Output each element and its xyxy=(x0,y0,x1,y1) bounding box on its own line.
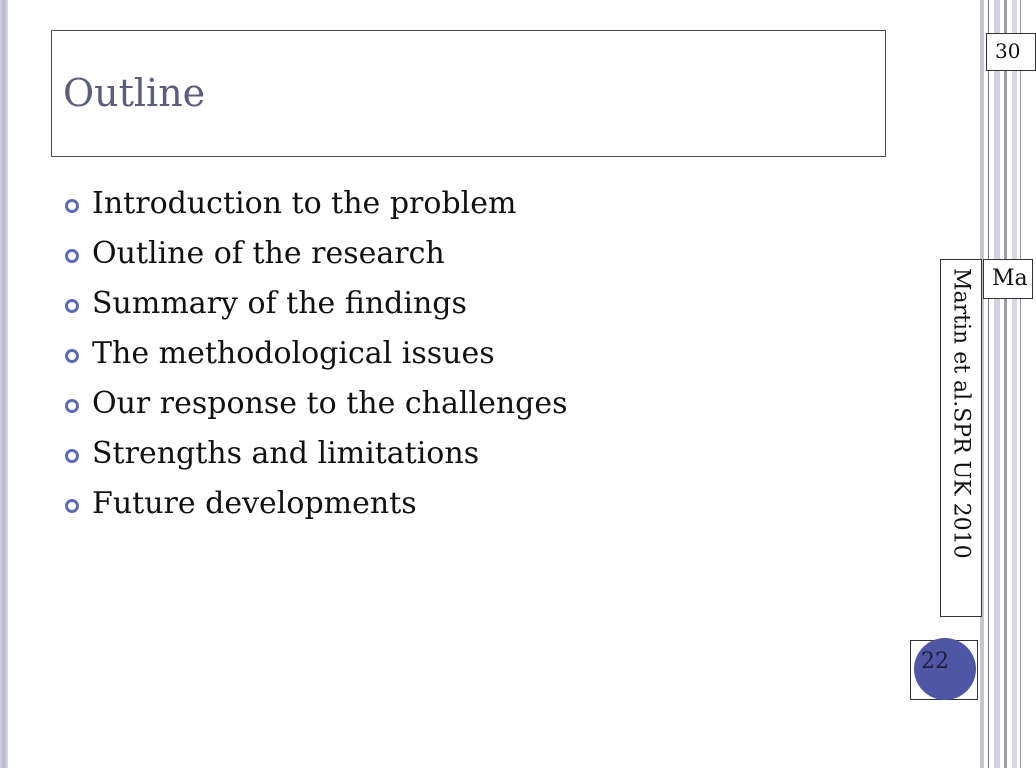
bullet-icon xyxy=(65,449,79,463)
bullet-text: Summary of the findings xyxy=(92,286,467,321)
strip-line xyxy=(1020,0,1021,768)
page-label: 30 xyxy=(995,39,1021,63)
bullet-item xyxy=(60,382,568,432)
strip-line xyxy=(1012,0,1017,768)
bullet-text: The methodological issues xyxy=(92,336,495,371)
strip-line xyxy=(1004,0,1007,768)
bullet-text: Future developments xyxy=(92,486,417,521)
bullet-list xyxy=(60,182,568,532)
bullet-item xyxy=(60,282,568,332)
bullet-text: Introduction to the problem xyxy=(92,186,517,221)
bullet-icon xyxy=(65,399,79,413)
bullet-icon xyxy=(65,499,79,513)
bullet-icon xyxy=(65,199,79,213)
author-credit-box xyxy=(940,259,982,617)
slide-number: 22 xyxy=(921,649,949,674)
bullet-text: Strengths and limitations xyxy=(92,436,480,471)
slide-number-box xyxy=(910,640,978,700)
strip-line xyxy=(988,0,989,768)
bullet-icon xyxy=(65,249,79,263)
bullet-icon xyxy=(65,349,79,363)
bullet-text: Our response to the challenges xyxy=(92,386,568,421)
partial-author-label: Ma xyxy=(992,266,1028,291)
left-decorative-stripe xyxy=(0,0,8,768)
right-decorative-strip xyxy=(978,0,1024,768)
bullet-icon xyxy=(65,299,79,313)
partial-author-box xyxy=(983,259,1033,299)
bullet-item xyxy=(60,232,568,282)
bullet-item xyxy=(60,432,568,482)
strip-line xyxy=(994,0,1000,768)
title-box xyxy=(51,30,886,157)
author-credit: Martin et al.SPR UK 2010 xyxy=(948,268,974,559)
slide-title: Outline xyxy=(63,71,206,115)
bullet-item xyxy=(60,332,568,382)
bullet-text: Outline of the research xyxy=(92,236,445,271)
page-label-box xyxy=(986,33,1036,71)
bullet-item xyxy=(60,182,568,232)
bullet-item xyxy=(60,482,568,532)
